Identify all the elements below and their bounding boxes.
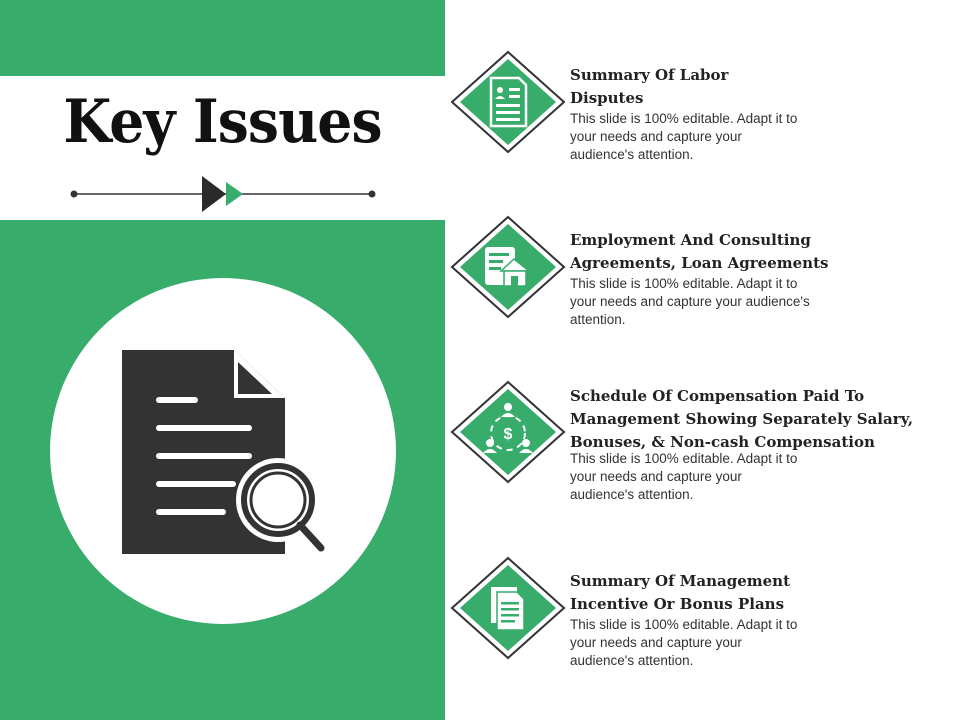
list-item (450, 215, 955, 325)
documents-icon (450, 556, 566, 660)
item-description: This slide is 100% editable. Adapt it to your needs and capture your audience's attention. (570, 276, 810, 327)
item-description: This slide is 100% editable. Adapt it to your needs and capture your audience's attention. (570, 111, 798, 162)
list-item (450, 50, 955, 160)
item-description: This slide is 100% editable. Adapt it to your needs and capture your audience's attention. (570, 451, 798, 502)
item-title: Summary Of Labor Disputes (570, 66, 729, 107)
property-agreement-icon (450, 215, 566, 319)
arrow-divider-icon (68, 176, 380, 212)
svg-text:$: $ (503, 426, 513, 443)
list-item (450, 556, 955, 666)
item-description: This slide is 100% editable. Adapt it to your needs and capture your audience's attention. (570, 617, 798, 668)
resume-document-icon (450, 50, 566, 154)
document-search-icon (110, 340, 340, 570)
team-compensation-icon (450, 380, 566, 484)
list-item (450, 380, 955, 502)
slide-title: Key Issues (63, 87, 382, 157)
item-title: Summary Of Management Incentive Or Bonus Plans (570, 572, 791, 613)
item-title: Schedule Of Compensation Paid To Management Showing Separately Salary, Bonuses, & Non-cash Compensation (570, 387, 914, 451)
item-title: Employment And Consulting Agreements, Loan Agreements (570, 231, 829, 272)
